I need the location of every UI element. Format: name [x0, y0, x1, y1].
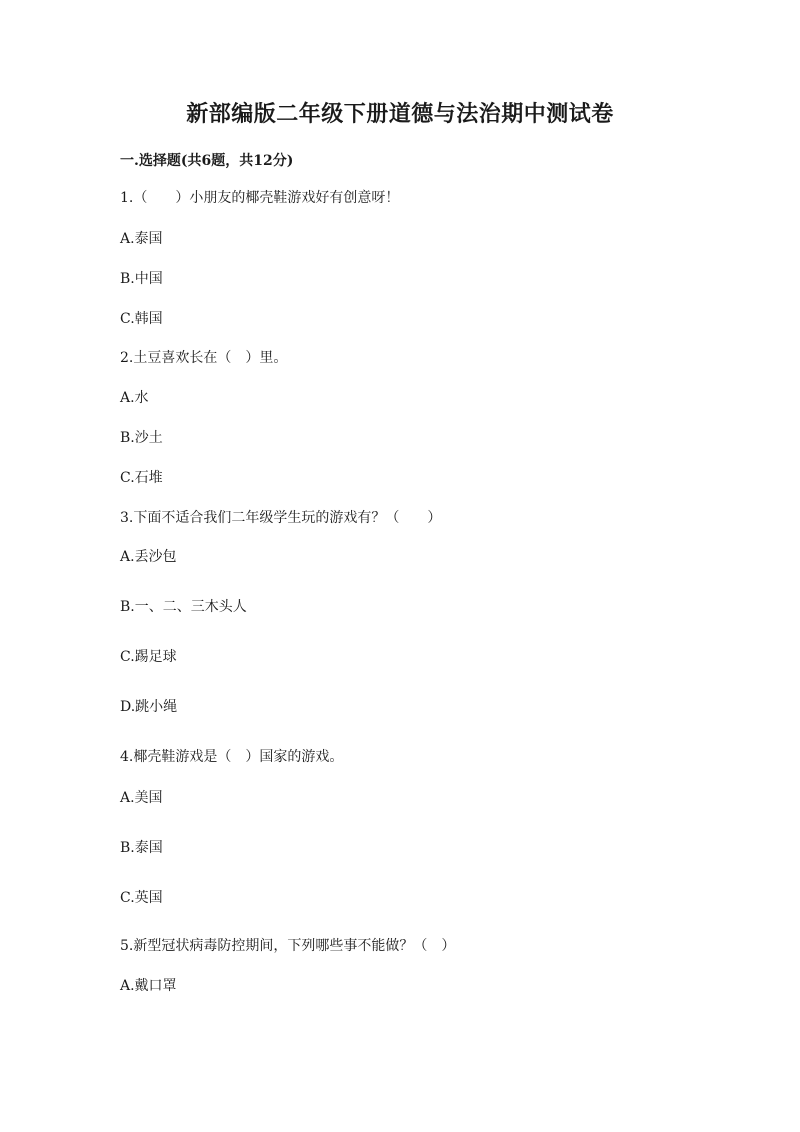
question-3-option-a: A.丢沙包: [120, 549, 177, 565]
question-2-option-c: C.石堆: [120, 470, 163, 486]
section-heading: 一.选择题(共6题，共12分): [120, 153, 294, 169]
question-1-option-b: B.中国: [120, 271, 163, 287]
question-3-option-d: D.跳小绳: [120, 699, 178, 715]
question-2-stem: 2.土豆喜欢长在（ ）里。: [120, 350, 288, 366]
question-3-stem: 3.下面不适合我们二年级学生玩的游戏有？（ ）: [120, 510, 442, 526]
question-1-stem: 1.（ ）小朋友的椰壳鞋游戏好有创意呀！: [120, 190, 400, 206]
question-4-stem: 4.椰壳鞋游戏是（ ）国家的游戏。: [120, 749, 344, 765]
question-2-option-b: B.沙土: [120, 430, 163, 446]
question-1-option-c: C.韩国: [120, 311, 163, 327]
question-1-option-a: A.泰国: [120, 231, 163, 247]
question-4-option-b: B.泰国: [120, 840, 163, 856]
question-5-stem: 5.新型冠状病毒防控期间，下列哪些事不能做？（ ）: [120, 938, 456, 954]
question-2-option-a: A.水: [120, 390, 149, 406]
question-3-option-c: C.踢足球: [120, 649, 177, 665]
question-4-option-a: A.美国: [120, 790, 163, 806]
page-title: 新部编版二年级下册道德与法治期中测试卷: [186, 101, 614, 127]
question-5-option-a: A.戴口罩: [120, 978, 177, 994]
question-3-option-b: B.一、二、三木头人: [120, 599, 247, 615]
question-4-option-c: C.英国: [120, 890, 163, 906]
